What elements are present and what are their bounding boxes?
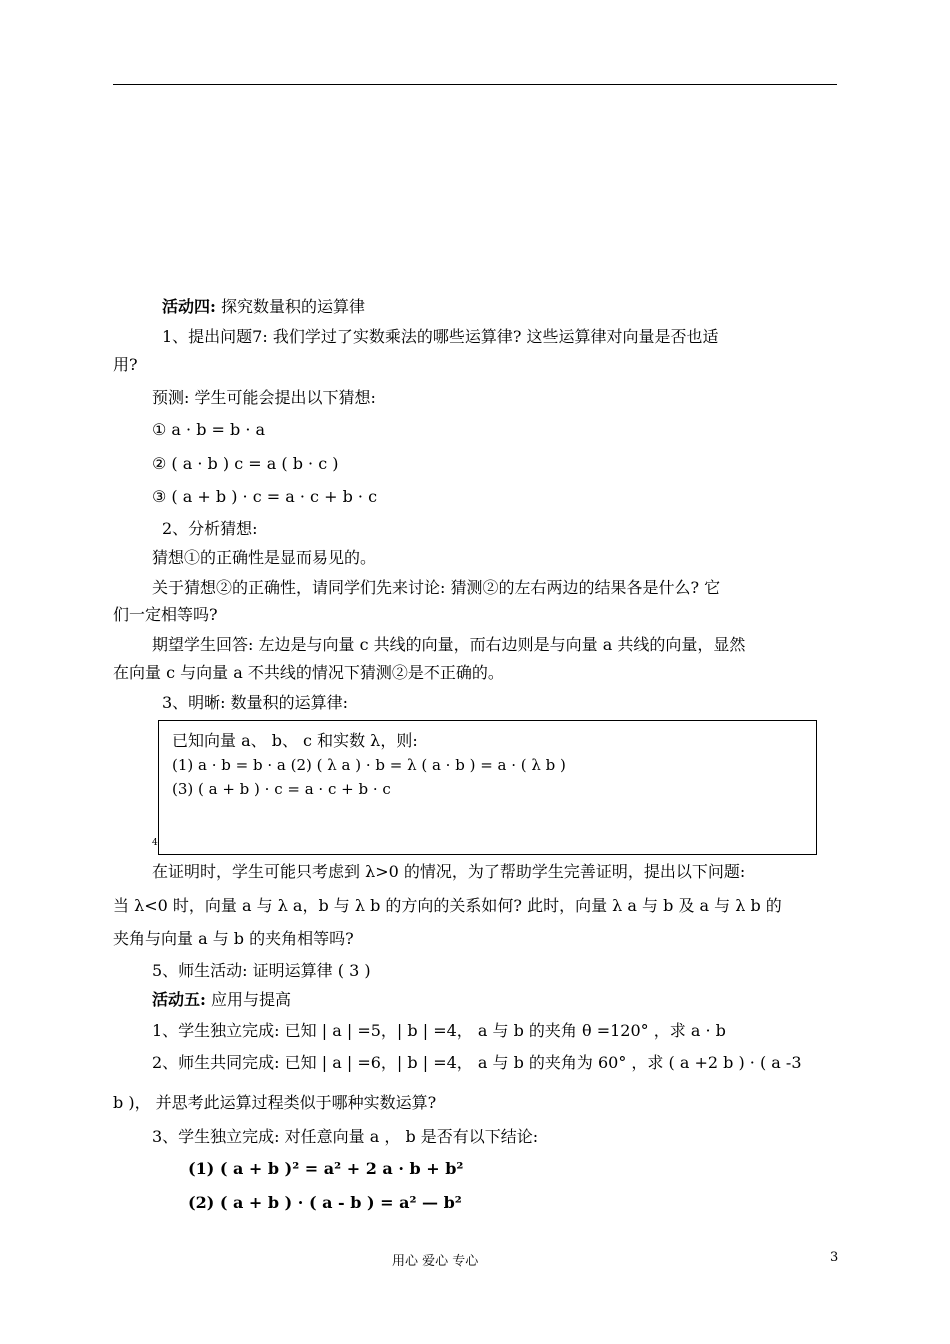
paragraph-line: 5、师生活动: 证明运算律 ( 3 ) (152, 961, 371, 980)
conclusion-1: (1) ( a + b )² = a² + 2 a · b + b² (188, 1159, 464, 1178)
paragraph-line: 用? (113, 355, 138, 374)
exercise-2-cont: b )， 并思考此运算过程类似于哪种实数运算? (113, 1093, 437, 1112)
box-line: (3) ( a + b ) · c = a · c + b · c (172, 780, 391, 798)
paragraph-line: 猜想①的正确性是显而易见的。 (152, 548, 377, 567)
conclusion-2: (2) ( a + b ) · ( a - b ) = a² — b² (188, 1193, 462, 1212)
heading-label: 活动四: (162, 297, 216, 316)
page-number: 3 (830, 1250, 839, 1265)
paragraph-line: 在向量 c 与向量 a 不共线的情况下猜测②是不正确的。 (113, 663, 504, 682)
paragraph-line: 在证明时，学生可能只考虑到 λ>0 的情况，为了帮助学生完善证明，提出以下问题: (152, 862, 746, 881)
conjecture-1: ① a · b = b · a (152, 420, 266, 439)
paragraph-line: 们一定相等吗? (113, 605, 218, 624)
paragraph-line: 期望学生回答: 左边是与向量 c 共线的向量，而右边则是与向量 a 共线的向量，显然 (152, 635, 746, 654)
paragraph-line: 预测: 学生可能会提出以下猜想: (152, 388, 376, 407)
exercise-1: 1、学生独立完成: 已知 | a | =5，| b | =4， a 与 b 的夹角 θ =120° ，求 a · b (152, 1021, 726, 1040)
paragraph-line: 1、提出问题7: 我们学过了实数乘法的哪些运算律? 这些运算律对向量是否也适 (162, 327, 719, 346)
heading-activity-4 (162, 297, 365, 317)
heading-label: 活动五: (152, 990, 206, 1009)
header-rule (113, 84, 837, 85)
exercise-2: 2、师生共同完成: 已知 | a | =6，| b | =4， a 与 b 的夹角为 60° ，求 ( a +2 b ) · ( a -3 (152, 1053, 802, 1072)
box-line: 已知向量 a、 b、 c 和实数 λ，则: (172, 731, 418, 750)
footer-motto: 用心 爱心 专心 (392, 1254, 479, 1269)
paragraph-line: 2、分析猜想: (162, 519, 258, 538)
exercise-3: 3、学生独立完成: 对任意向量 a ， b 是否有以下结论: (152, 1127, 539, 1146)
box-line: (1) a · b = b · a (2) ( λ a ) · b = λ ( a · b ) = a · ( λ b ) (172, 756, 566, 774)
conjecture-3: ③ ( a + b ) · c = a · c + b · c (152, 487, 378, 506)
heading-activity-5 (152, 990, 291, 1010)
paragraph-line: 3、明晰: 数量积的运算律: (162, 693, 349, 712)
heading-text: 应用与提高 (205, 990, 292, 1009)
heading-text: 探究数量积的运算律 (215, 297, 366, 316)
box-marker: 4 (152, 838, 158, 848)
conjecture-2: ② ( a · b ) c = a ( b · c ) (152, 454, 339, 473)
paragraph-line: 关于猜想②的正确性，请同学们先来讨论: 猜测②的左右两边的结果各是什么? 它 (152, 578, 721, 597)
paragraph-line: 当 λ<0 时，向量 a 与 λ a，b 与 λ b 的方向的关系如何? 此时，向量 λ a 与 b 及 a 与 λ b 的 (113, 896, 782, 915)
paragraph-line: 夹角与向量 a 与 b 的夹角相等吗? (113, 929, 354, 948)
